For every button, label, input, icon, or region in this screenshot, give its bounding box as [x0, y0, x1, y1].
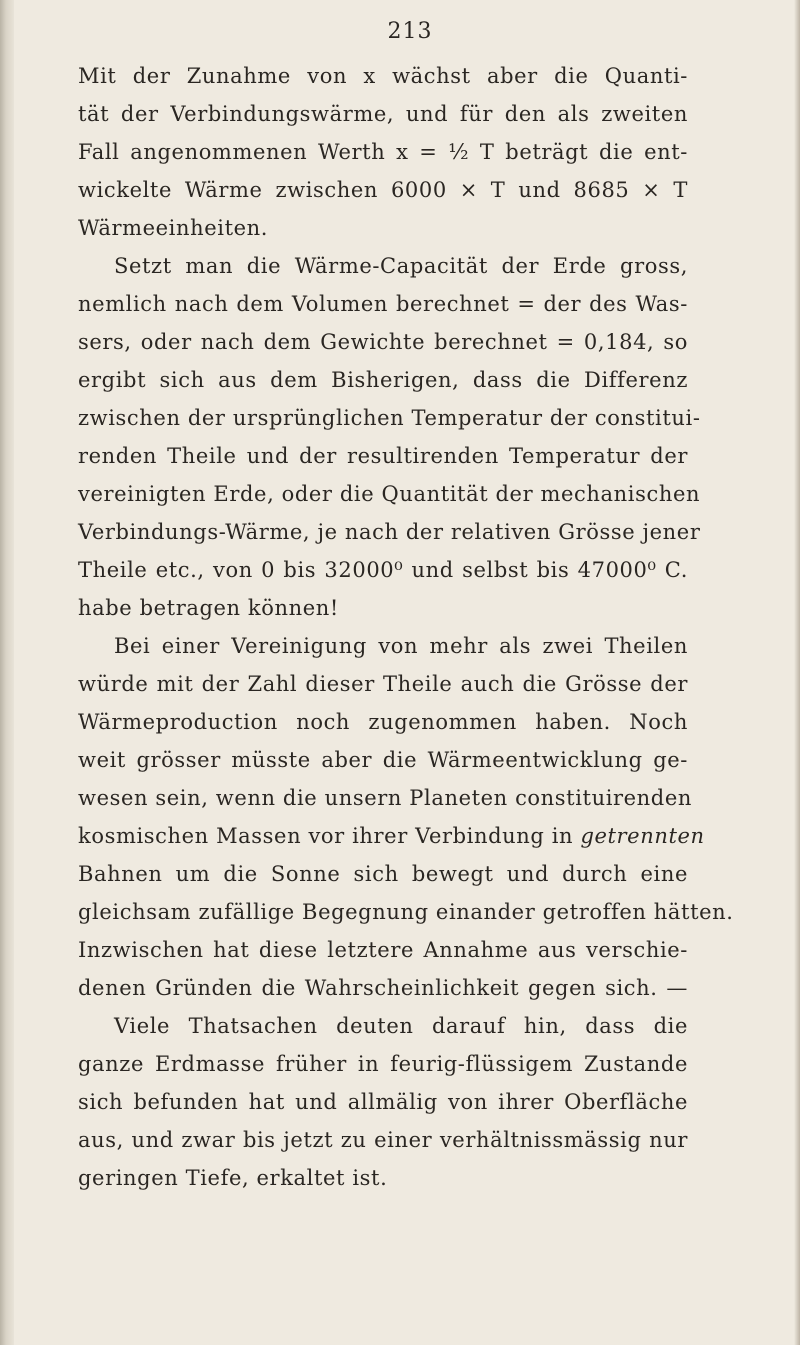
- text-line: Fall angenommenen Werth x = ½ T beträgt die ent-: [78, 140, 688, 164]
- text-line: tät der Verbindungswärme, und für den als zweiten: [78, 102, 688, 126]
- text-line: sich befunden hat und allmälig von ihrer Oberfläche: [78, 1090, 688, 1114]
- text-line: denen Gründen die Wahrscheinlichkeit gegen sich. —: [78, 976, 688, 1000]
- text-line: Bei einer Vereinigung von mehr als zwei Theilen: [114, 634, 688, 658]
- italic-word: getrennten: [580, 824, 705, 848]
- text-line: renden Theile und der resultirenden Temperatur der: [78, 444, 688, 468]
- text-line: ganze Erdmasse früher in feurig-flüssigem Zustande: [78, 1052, 688, 1076]
- text-line: habe betragen können!: [78, 596, 339, 620]
- text-line: weit grösser müsste aber die Wärmeentwicklung ge-: [78, 748, 688, 772]
- text-line: wesen sein, wenn die unsern Planeten constituirenden: [78, 786, 693, 810]
- text-line: zwischen der ursprünglichen Temperatur der constitui-: [78, 406, 701, 430]
- text-line: vereinigten Erde, oder die Quantität der mechanischen: [78, 482, 701, 506]
- text-line: würde mit der Zahl dieser Theile auch die Grösse der: [78, 672, 688, 696]
- text-line: Wärmeeinheiten.: [78, 216, 269, 240]
- text-line: [78, 817, 705, 855]
- text-line: Inzwischen hat diese letztere Annahme aus verschie-: [78, 938, 688, 962]
- text-line: geringen Tiefe, erkaltet ist.: [78, 1166, 388, 1190]
- text-segment: kosmischen Massen vor ihrer Verbindung in: [78, 824, 581, 848]
- text-line: Wärmeproduction noch zugenommen haben. Noch: [78, 710, 688, 734]
- text-line: sers, oder nach dem Gewichte berechnet = 0,184, so: [78, 330, 688, 354]
- book-spine-shadow: [0, 0, 14, 1345]
- page-number: 213: [387, 19, 433, 44]
- text-line: Theile etc., von 0 bis 32000⁰ und selbst bis 47000⁰ C.: [78, 558, 688, 582]
- page-edge-shadow: [794, 0, 800, 1345]
- body-text: [78, 57, 734, 1197]
- text-line: Verbindungs-Wärme, je nach der relativen Grösse jener: [78, 520, 701, 544]
- text-line: wickelte Wärme zwischen 6000 × T und 8685 × T: [78, 178, 688, 202]
- text-line: Bahnen um die Sonne sich bewegt und durch eine: [78, 862, 688, 886]
- text-line: aus, und zwar bis jetzt zu einer verhältnissmässig nur: [78, 1128, 688, 1152]
- text-line: Mit der Zunahme von x wächst aber die Quanti-: [78, 64, 688, 88]
- text-line: ergibt sich aus dem Bisherigen, dass die Differenz: [78, 368, 688, 392]
- text-line: Viele Thatsachen deuten darauf hin, dass die: [114, 1014, 688, 1038]
- text-line: gleichsam zufällige Begegnung einander getroffen hätten.: [78, 900, 734, 924]
- text-line: Setzt man die Wärme-Capacität der Erde gross,: [114, 254, 688, 278]
- text-line: nemlich nach dem Volumen berechnet = der des Was-: [78, 292, 688, 316]
